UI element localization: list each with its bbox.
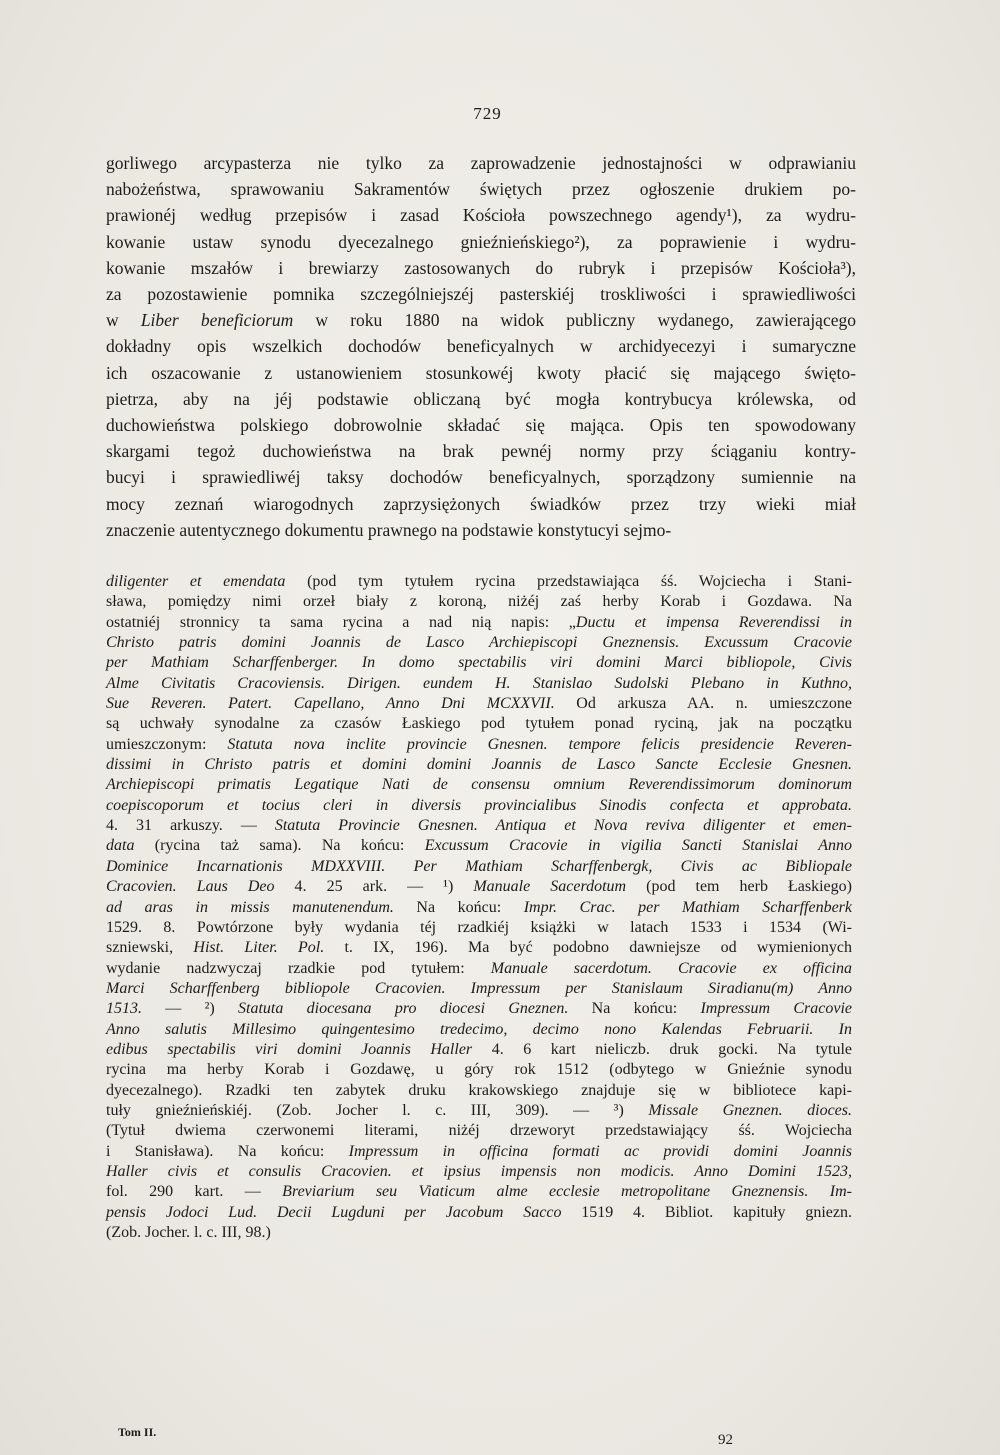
footnote-line: pensis Jodoci Lud. Decii Lugduni per Jacobum Sacco 1519 4. Bibliot. kapituły gniezn.	[106, 1203, 853, 1221]
text-line: w Liber beneficiorum w roku 1880 na widok publiczny wydanego, zawierającego	[106, 310, 856, 331]
text-line: ich oszacowanie z ustanowieniem stosunkowéj kwoty płacić się mającego święto-	[106, 362, 856, 383]
text-line: kowanie ustaw synodu dyecezalnego gnieźnieńskiego²), za poprawienie i wydru-	[106, 231, 856, 252]
text-line: pietrza, aby na jéj podstawie obliczaną być mogła kontrybucya królewska, od	[106, 388, 856, 409]
text-line: dokładny opis wszelkich dochodów beneficyalnych w archidyecezyi i sumaryczne	[106, 336, 856, 357]
footnote-line: Dominice Incarnationis MDXXVIII. Per Mathiam Scharffenbergk, Civis ac Bibliopale	[106, 857, 852, 875]
footnote-line: wydanie nadzwyczaj rzadkie pod tytułem: Manuale sacerdotum. Cracovie ex officina	[106, 959, 853, 977]
page-number: 729	[473, 104, 502, 123]
footnote-line: ad aras in missis manutenendum. Na końcu: Impr. Crac. per Mathiam Scharffenberk	[106, 898, 853, 916]
footnote-line: 4. 31 arkuszy. — Statuta Provincie Gnesnen. Antiqua et Nova reviva diligenter et emen-	[106, 817, 853, 835]
text-line: gorliwego arcypasterza nie tylko za zaprowadzenie jednostajności w odprawianiu	[106, 153, 856, 173]
text-line: kowanie mszałów i brewiarzy zastosowanych do rubryk i przepisów Kościoła³),	[106, 257, 856, 278]
footnote-line: (Tytuł dwiema czerwonemi literami, niżéj drzeworyt przedstawiający śś. Wojciecha	[106, 1122, 852, 1140]
footnote-line: data (rycina taż sama). Na końcu: Excussum Cracovie in vigilia Sancti Stanislai Anno	[106, 837, 853, 855]
text-line: nabożeństwa, sprawowaniu Sakramentów świętych przez ogłoszenie drukiem po-	[106, 179, 856, 200]
footnote-line: coepiscoporum et tocius cleri in diversis provincialibus Sinodis confecta et approbata.	[106, 796, 852, 814]
volume-label: Tom II.	[118, 1425, 157, 1439]
text-line: prawionéj według przepisów i zasad Kościoła powszechnego agendy¹), za wydru-	[106, 205, 856, 226]
footnote-line: są uchwały synodalne za czasów Łaskiego pod tytułem ponad ryciną, jak na początku	[106, 715, 852, 733]
footnote-line: Archiepiscopi primatis Legatique Nati de consensu omnium Reverendissimorum dominorum	[106, 776, 852, 794]
footnote-line: Alme Civitatis Cracoviensis. Dirigen. eundem H. Stanislao Sudolski Plebano in Kuthno,	[106, 674, 852, 692]
footnote-line: Haller civis et consulis Cracovien. et ipsius impensis non modicis. Anno Domini 1523,	[106, 1162, 852, 1180]
footnote-line: ostatniéj stronnicy ta sama rycina a nad nią napis: „Ductu et impensa Reverendissi in	[106, 613, 853, 631]
footnote-line: edibus spectabilis viri domini Joannis Haller 4. 6 kart nieliczb. druk gocki. Na tytule	[106, 1040, 853, 1058]
text-line: znaczenie autentycznego dokumentu prawnego na podstawie konstytucyi sejmo-	[106, 519, 672, 540]
footnote-line: diligenter et emendata (pod tym tytułem rycina przedstawiająca śś. Wojciecha i Stani-	[106, 573, 852, 590]
footnote-line: rycina ma herby Korab i Gozdawę, u góry rok 1512 (odbytego w Gnieźnie synodu	[106, 1061, 852, 1079]
footnote-line: szniewski, Hist. Liter. Pol. t. IX, 196). Ma być podobno dawniejsze od wymienionych	[106, 939, 853, 957]
text-line: mocy zeznań wiarogodnych zaprzysiężonych świadków przez trzy wieki miał	[106, 493, 856, 514]
footnotes	[106, 572, 852, 1243]
text-line: bucyi i sprawiedliwéj taksy dochodów beneficyalnych, sporządzony sumiennie na	[106, 467, 856, 488]
footnote-line: Cracovien. Laus Deo 4. 25 ark. — ¹) Manuale Sacerdotum (pod tem herb Łaskiego)	[106, 878, 852, 896]
footnote-line: tuły gnieźnieńskiéj. (Zob. Jocher l. c. III, 309). — ³) Missale Gneznen. dioces.	[106, 1101, 852, 1119]
main-text	[106, 150, 856, 543]
footnote-line: per Mathiam Scharffenberger. In domo spectabilis viri domini Marci bibliopole, Civis	[106, 654, 852, 672]
text-line: duchowieństwa polskiego dobrowolnie składać się mająca. Opis ten spowodowany	[106, 415, 856, 436]
footnote-line: Anno salutis Millesimo quingentesimo tredecimo, decimo nono Kalendas Februarii. In	[106, 1020, 852, 1038]
footnote-line: fol. 290 kart. — Breviarium seu Viaticum alme ecclesie metropolitane Gneznensis. Im-	[106, 1183, 852, 1201]
footnote-line: (Zob. Jocher. l. c. III, 98.)	[106, 1224, 271, 1241]
footnote-line: Sue Reveren. Patert. Capellano, Anno Dni MCXXVII. Od arkusza AA. n. umieszczone	[106, 695, 852, 713]
footnote-line: dissimi in Christo patris et domini domini Joannis de Lasco Sancte Ecclesie Gnesnen.	[106, 756, 852, 774]
footnote-line: Marci Scharffenberg bibliopole Cracovien. Impressum per Stanislaum Siradianu(m) Anno	[106, 979, 852, 997]
footnote-line: 1513. — ²) Statuta diocesana pro diocesi Gneznen. Na końcu: Impressum Cracovie	[106, 1000, 853, 1018]
footnote-line: sława, pomiędzy nimi orzeł biały z koroną, niżéj zaś herby Korab i Gozdawa. Na	[106, 593, 852, 611]
footnote-line: umieszczonym: Statuta nova inclite provincie Gnesnen. tempore felicis presidencie Reveren-	[106, 735, 852, 753]
text-line: za pozostawienie pomnika szczególniejszéj pasterskiéj troskliwości i sprawiedliwości	[106, 284, 856, 305]
footnote-line: i Stanisława). Na końcu: Impressum in officina formati ac providi domini Joannis	[106, 1142, 853, 1160]
footnote-line: dyecezalnego). Rzadki ten zabytek druku krakowskiego znajduje się w bibliotece kapi-	[106, 1081, 852, 1099]
printer-signature: 92	[718, 1432, 733, 1448]
footnote-line: Christo patris domini Joannis de Lasco Archiepiscopi Gneznensis. Excussum Cracovie	[106, 634, 852, 652]
text-line: skargami tegoż duchowieństwa na brak pewnéj normy przy ściąganiu kontry-	[106, 441, 856, 462]
footnote-line: 1529. 8. Powtórzone były wydania téj rzadkiéj książki w latach 1533 i 1534 (Wi-	[106, 918, 852, 936]
